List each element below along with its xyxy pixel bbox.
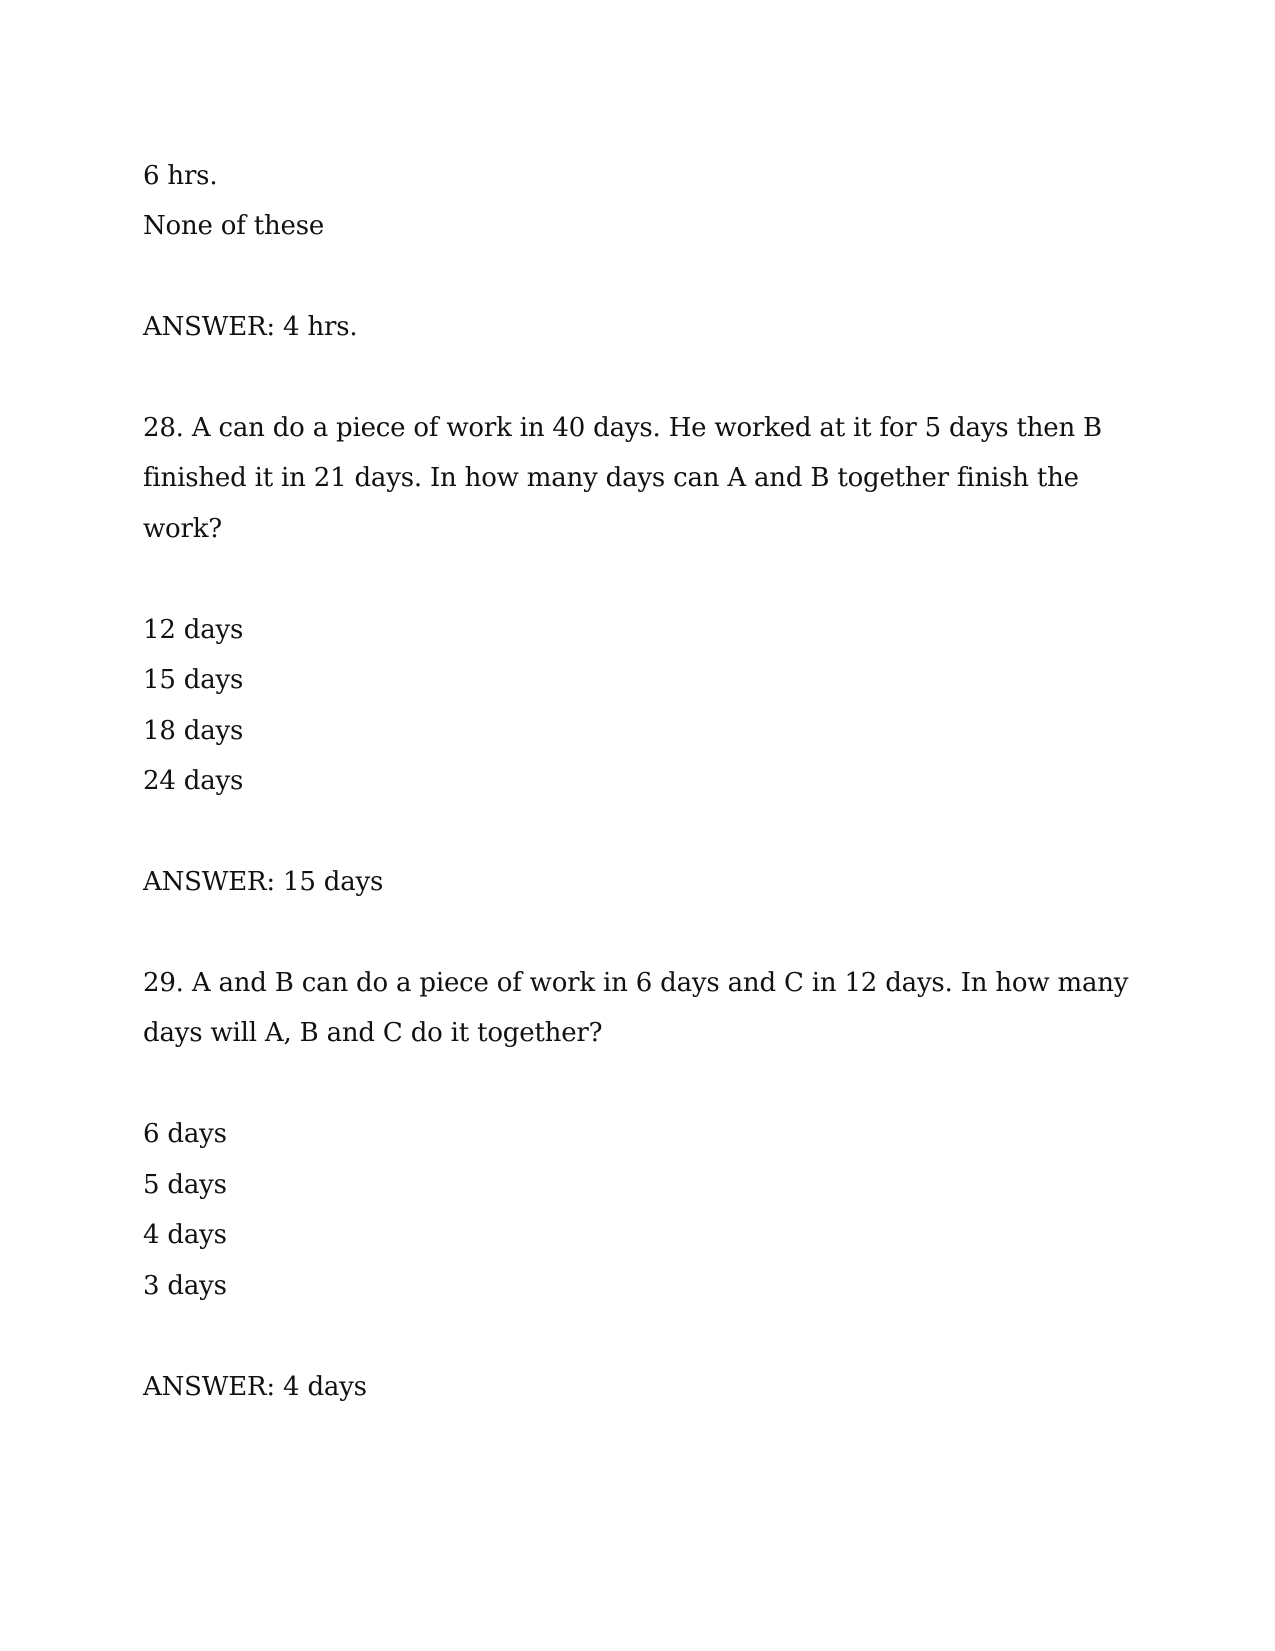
option-text: None of these bbox=[143, 211, 325, 241]
question-28-text: work? bbox=[143, 514, 223, 544]
question-29-option: 5 days bbox=[143, 1170, 227, 1200]
question-29-option: 6 days bbox=[143, 1119, 227, 1149]
question-29-text: days will A, B and C do it together? bbox=[143, 1018, 603, 1048]
question-28-option: 18 days bbox=[143, 716, 244, 746]
question-28-option: 24 days bbox=[143, 766, 244, 796]
question-28-text: finished it in 21 days. In how many days can A and B together finish the bbox=[143, 463, 1079, 493]
question-29-text: 29. A and B can do a piece of work in 6 days and C in 12 days. In how many bbox=[143, 968, 1129, 998]
question-29-option: 4 days bbox=[143, 1220, 227, 1250]
question-28-text: 28. A can do a piece of work in 40 days. He worked at it for 5 days then B bbox=[143, 413, 1102, 443]
answer-text: ANSWER: 4 hrs. bbox=[143, 312, 358, 342]
question-28-answer: ANSWER: 15 days bbox=[143, 867, 384, 897]
question-28-option: 12 days bbox=[143, 615, 244, 645]
option-text: 6 hrs. bbox=[143, 161, 218, 191]
question-28-option: 15 days bbox=[143, 665, 244, 695]
question-29-option: 3 days bbox=[143, 1271, 227, 1301]
question-29-answer: ANSWER: 4 days bbox=[143, 1372, 367, 1402]
